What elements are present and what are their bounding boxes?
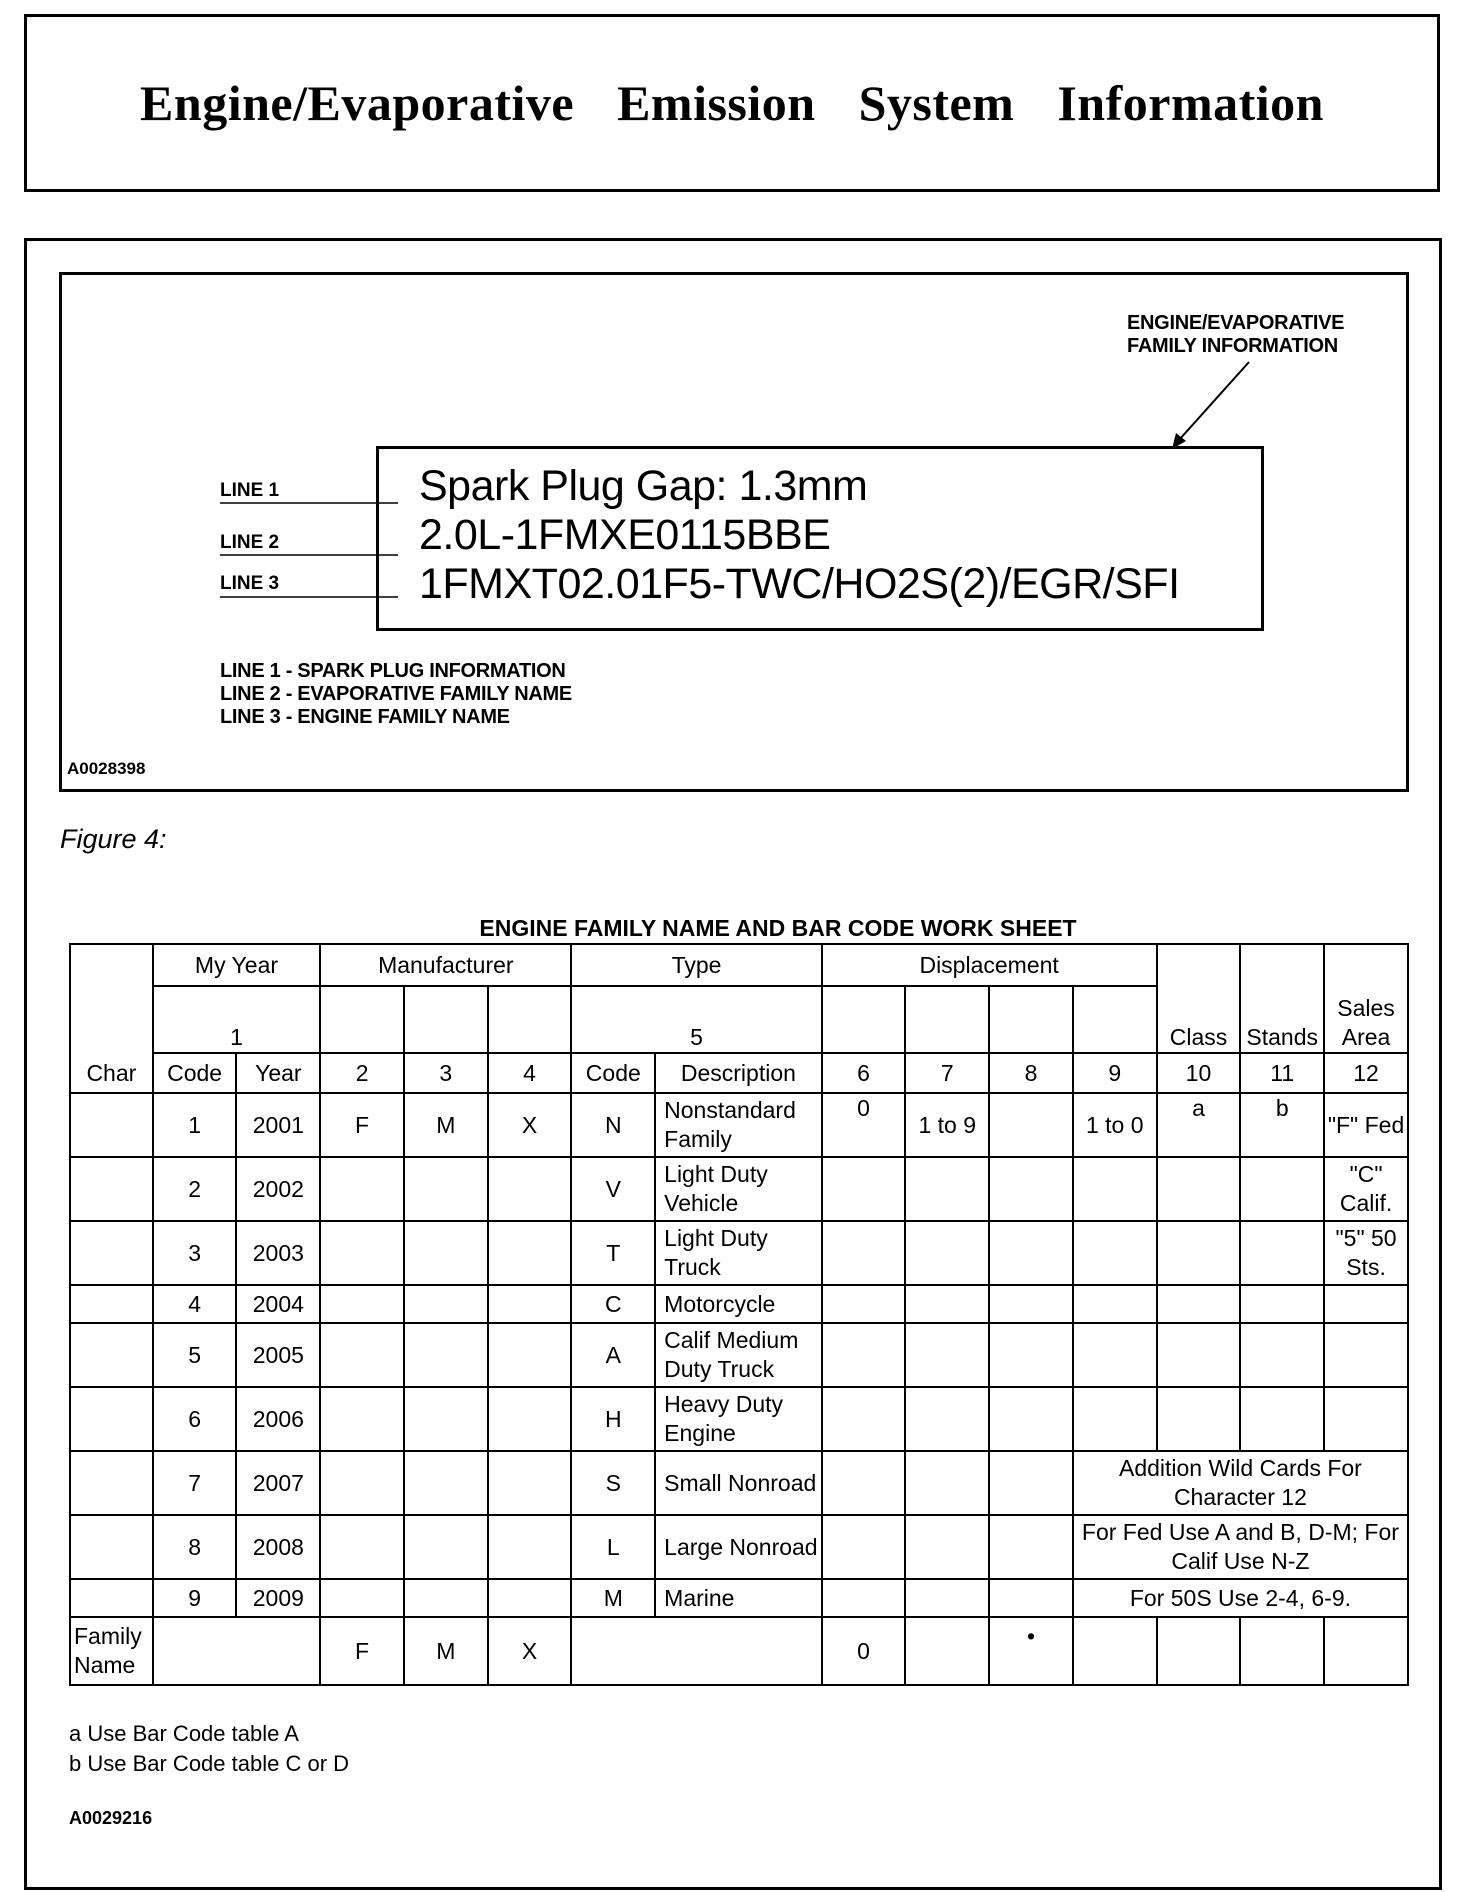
table-row: [70, 1323, 1408, 1387]
blank-cell: [989, 1157, 1073, 1221]
family-label-line-2: FAMILY INFORMATION: [1127, 335, 1338, 357]
year-value: 2006: [236, 1387, 320, 1451]
displacement-7: 1 to 9: [905, 1093, 989, 1157]
stands-value: b: [1240, 1093, 1324, 1157]
blank-cell: [404, 1387, 488, 1451]
blank-cell: [1073, 1157, 1157, 1221]
blank-cell: [989, 1323, 1073, 1387]
blank-cell: [989, 1285, 1073, 1323]
manufacturer-2: F: [320, 1093, 404, 1157]
family-name-row: [70, 1617, 1408, 1685]
char-cell: [70, 1451, 153, 1515]
worksheet-table: [69, 943, 1409, 1686]
year-code: 2: [153, 1157, 237, 1221]
header-row-groups: [70, 944, 1408, 986]
year-code: 5: [153, 1323, 237, 1387]
blank-cell: [905, 1221, 989, 1285]
blank-cell: [822, 1579, 906, 1617]
position-11: 11: [1240, 1053, 1324, 1093]
blank-cell: [1157, 1221, 1241, 1285]
type-description: Light Duty Vehicle: [655, 1157, 821, 1221]
year-code: 8: [153, 1515, 237, 1579]
blank-cell: [320, 1387, 404, 1451]
legend-line-1: LINE 1 - SPARK PLUG INFORMATION: [220, 660, 566, 682]
blank-cell: [404, 1579, 488, 1617]
blank-cell: [1324, 1285, 1408, 1323]
blank-cell: [1157, 1617, 1241, 1685]
decal-line-2: 2.0L-1FMXE0115BBE: [419, 511, 831, 559]
type-description: Large Nonroad: [655, 1515, 821, 1579]
figure-id: A0028398: [67, 759, 146, 778]
page-title: Engine/Evaporative Emission System Information: [140, 75, 1324, 131]
char-cell: [70, 1157, 153, 1221]
blank-cell: [320, 1323, 404, 1387]
blank-cell: [905, 1285, 989, 1323]
stands-header: Stands: [1240, 944, 1324, 1053]
blank-cell: [320, 1579, 404, 1617]
blank-cell: [1324, 1617, 1408, 1685]
char-cell: [70, 1221, 153, 1285]
family-char-4: X: [488, 1617, 572, 1685]
char-cell: [70, 1387, 153, 1451]
position-2: 2: [320, 1053, 404, 1093]
wildcard-note-3: For 50S Use 2-4, 6-9.: [1073, 1579, 1408, 1617]
displacement-9: 1 to 0: [1073, 1093, 1157, 1157]
sales-area-value: "5" 50 Sts.: [1324, 1221, 1408, 1285]
table-row: [70, 1285, 1408, 1323]
decal-line-1: Spark Plug Gap: 1.3mm: [419, 462, 868, 510]
title-box: [24, 14, 1440, 192]
position-3: 3: [404, 1053, 488, 1093]
char-cell: [70, 1515, 153, 1579]
type-header: Type: [571, 944, 821, 986]
position-5: 5: [571, 986, 821, 1053]
type-code: C: [571, 1285, 655, 1323]
blank-cell: [1240, 1285, 1324, 1323]
type-description: Small Nonroad: [655, 1451, 821, 1515]
blank-cell: [488, 1323, 572, 1387]
blank-cell: [905, 1323, 989, 1387]
year-value: 2005: [236, 1323, 320, 1387]
decal-line-3: 1FMXT02.01F5-TWC/HO2S(2)/EGR/SFI: [419, 560, 1180, 608]
type-description: Heavy Duty Engine: [655, 1387, 821, 1451]
sales-area-value: "F" Fed: [1324, 1093, 1408, 1157]
blank-cell: [1240, 1157, 1324, 1221]
worksheet-title: ENGINE FAMILY NAME AND BAR CODE WORK SHEET: [479, 915, 1077, 941]
blank-cell: [822, 1221, 906, 1285]
header-row-columns: [70, 1053, 1408, 1093]
type-code: H: [571, 1387, 655, 1451]
type-description: Light Duty Truck: [655, 1221, 821, 1285]
position-4: 4: [488, 1053, 572, 1093]
family-char-8: •: [989, 1617, 1073, 1685]
blank-cell: [320, 1451, 404, 1515]
blank-cell: [320, 1221, 404, 1285]
legend-line-2: LINE 2 - EVAPORATIVE FAMILY NAME: [220, 683, 572, 705]
footnotes: [69, 1719, 349, 1779]
blank-cell: [1157, 1157, 1241, 1221]
char-cell: [70, 1285, 153, 1323]
type-code: T: [571, 1221, 655, 1285]
worksheet-id: A0029216: [69, 1808, 153, 1828]
table-row: [70, 1093, 1408, 1157]
sales-area-value: "C" Calif.: [1324, 1157, 1408, 1221]
blank-cell: [1240, 1221, 1324, 1285]
position-10: 10: [1157, 1053, 1241, 1093]
year-code: 7: [153, 1451, 237, 1515]
blank-cell: [1073, 986, 1157, 1053]
blank-cell: [404, 1157, 488, 1221]
type-code: V: [571, 1157, 655, 1221]
char-cell: [70, 1579, 153, 1617]
manufacturer-4: X: [488, 1093, 572, 1157]
type-code: L: [571, 1515, 655, 1579]
blank-cell: [320, 1515, 404, 1579]
blank-cell: [488, 1387, 572, 1451]
blank-cell: [404, 1515, 488, 1579]
figure-panel: [24, 238, 1442, 1890]
blank-cell: [1073, 1221, 1157, 1285]
type-description: Marine: [655, 1579, 821, 1617]
family-char-2: F: [320, 1617, 404, 1685]
description-header: Description: [655, 1053, 821, 1093]
year-value: 2008: [236, 1515, 320, 1579]
blank-cell: [1240, 1387, 1324, 1451]
family-char-3: M: [404, 1617, 488, 1685]
type-description: Calif Medium Duty Truck: [655, 1323, 821, 1387]
family-label-line-1: ENGINE/EVAPORATIVE: [1127, 312, 1345, 334]
type-description: Motorcycle: [655, 1285, 821, 1323]
arrow-line: [1179, 362, 1249, 440]
line-2-label: LINE 2: [220, 532, 280, 553]
blank-cell: [1073, 1285, 1157, 1323]
blank-cell: [404, 1323, 488, 1387]
footnote-a: a Use Bar Code table A: [69, 1721, 299, 1746]
displacement-header: Displacement: [822, 944, 1157, 986]
blank-cell: [404, 986, 488, 1053]
displacement-6: 0: [822, 1093, 906, 1157]
blank-cell: [905, 1515, 989, 1579]
table-row: [70, 1451, 1408, 1515]
position-12: 12: [1324, 1053, 1408, 1093]
blank-cell: [320, 986, 404, 1053]
blank-cell: [1157, 1323, 1241, 1387]
blank-cell: [989, 1387, 1073, 1451]
blank-cell: [989, 1451, 1073, 1515]
emission-decal-figure: [59, 272, 1409, 792]
table-row: [70, 1157, 1408, 1221]
char-header: Char: [70, 944, 153, 1093]
year-value: 2009: [236, 1579, 320, 1617]
blank-cell: [488, 1285, 572, 1323]
type-description: Nonstandard Family: [655, 1093, 821, 1157]
table-row: [70, 1221, 1408, 1285]
blank-cell: [905, 1387, 989, 1451]
blank-cell: [1324, 1387, 1408, 1451]
legend-line-3: LINE 3 - ENGINE FAMILY NAME: [220, 706, 510, 728]
family-char-6: 0: [822, 1617, 906, 1685]
position-9: 9: [1073, 1053, 1157, 1093]
blank-cell: [488, 1221, 572, 1285]
year-header: Year: [236, 1053, 320, 1093]
blank-cell: [1073, 1617, 1157, 1685]
manufacturer-header: Manufacturer: [320, 944, 571, 986]
blank-cell: [822, 1515, 906, 1579]
position-7: 7: [905, 1053, 989, 1093]
sales-area-header: Sales Area: [1324, 944, 1408, 1053]
blank-cell: [905, 1579, 989, 1617]
blank-cell: [488, 1451, 572, 1515]
position-8: 8: [989, 1053, 1073, 1093]
footnote-b: b Use Bar Code table C or D: [69, 1751, 350, 1776]
line-3-label: LINE 3: [220, 573, 280, 594]
blank-cell: [822, 1387, 906, 1451]
blank-cell: [153, 1617, 320, 1685]
figure-caption: Figure 4:: [60, 824, 167, 854]
code-header: Code: [153, 1053, 237, 1093]
position-6: 6: [822, 1053, 906, 1093]
char-cell: [70, 1093, 153, 1157]
class-value: a: [1157, 1093, 1241, 1157]
line-1-label: LINE 1: [220, 480, 280, 501]
blank-cell: [488, 1515, 572, 1579]
line-legend: [220, 660, 572, 729]
year-code: 3: [153, 1221, 237, 1285]
blank-cell: [905, 1617, 989, 1685]
type-code-header: Code: [571, 1053, 655, 1093]
blank-cell: [571, 1617, 821, 1685]
year-value: 2001: [236, 1093, 320, 1157]
family-name-label: Family Name: [70, 1617, 153, 1685]
position-1: 1: [153, 986, 320, 1053]
blank-cell: [1240, 1617, 1324, 1685]
displacement-8: [989, 1093, 1073, 1157]
blank-cell: [1073, 1387, 1157, 1451]
table-row: [70, 1515, 1408, 1579]
blank-cell: [404, 1221, 488, 1285]
blank-cell: [488, 1157, 572, 1221]
year-value: 2007: [236, 1451, 320, 1515]
blank-cell: [905, 1451, 989, 1515]
type-code: A: [571, 1323, 655, 1387]
year-value: 2004: [236, 1285, 320, 1323]
table-row: [70, 1387, 1408, 1451]
type-code: N: [571, 1093, 655, 1157]
blank-cell: [1157, 1387, 1241, 1451]
char-cell: [70, 1323, 153, 1387]
blank-cell: [822, 1323, 906, 1387]
year-code: 9: [153, 1579, 237, 1617]
type-code: M: [571, 1579, 655, 1617]
year-value: 2003: [236, 1221, 320, 1285]
blank-cell: [404, 1451, 488, 1515]
year-code: 6: [153, 1387, 237, 1451]
blank-cell: [989, 1221, 1073, 1285]
year-code: 1: [153, 1093, 237, 1157]
blank-cell: [822, 986, 906, 1053]
blank-cell: [989, 986, 1073, 1053]
year-value: 2002: [236, 1157, 320, 1221]
class-header: Class: [1157, 944, 1241, 1053]
my-year-header: My Year: [153, 944, 320, 986]
blank-cell: [1240, 1323, 1324, 1387]
blank-cell: [822, 1157, 906, 1221]
blank-cell: [822, 1285, 906, 1323]
blank-cell: [1324, 1323, 1408, 1387]
year-code: 4: [153, 1285, 237, 1323]
blank-cell: [1157, 1285, 1241, 1323]
blank-cell: [989, 1515, 1073, 1579]
blank-cell: [989, 1579, 1073, 1617]
blank-cell: [905, 986, 989, 1053]
table-row: [70, 1579, 1408, 1617]
blank-cell: [822, 1451, 906, 1515]
blank-cell: [905, 1157, 989, 1221]
blank-cell: [488, 1579, 572, 1617]
wildcard-note-2: For Fed Use A and B, D-M; For Calif Use N-Z: [1073, 1515, 1408, 1579]
blank-cell: [320, 1157, 404, 1221]
blank-cell: [404, 1285, 488, 1323]
type-code: S: [571, 1451, 655, 1515]
blank-cell: [320, 1285, 404, 1323]
wildcard-note-1: Addition Wild Cards For Character 12: [1073, 1451, 1408, 1515]
manufacturer-3: M: [404, 1093, 488, 1157]
blank-cell: [1073, 1323, 1157, 1387]
emission-decal: [376, 446, 1264, 631]
blank-cell: [488, 986, 572, 1053]
